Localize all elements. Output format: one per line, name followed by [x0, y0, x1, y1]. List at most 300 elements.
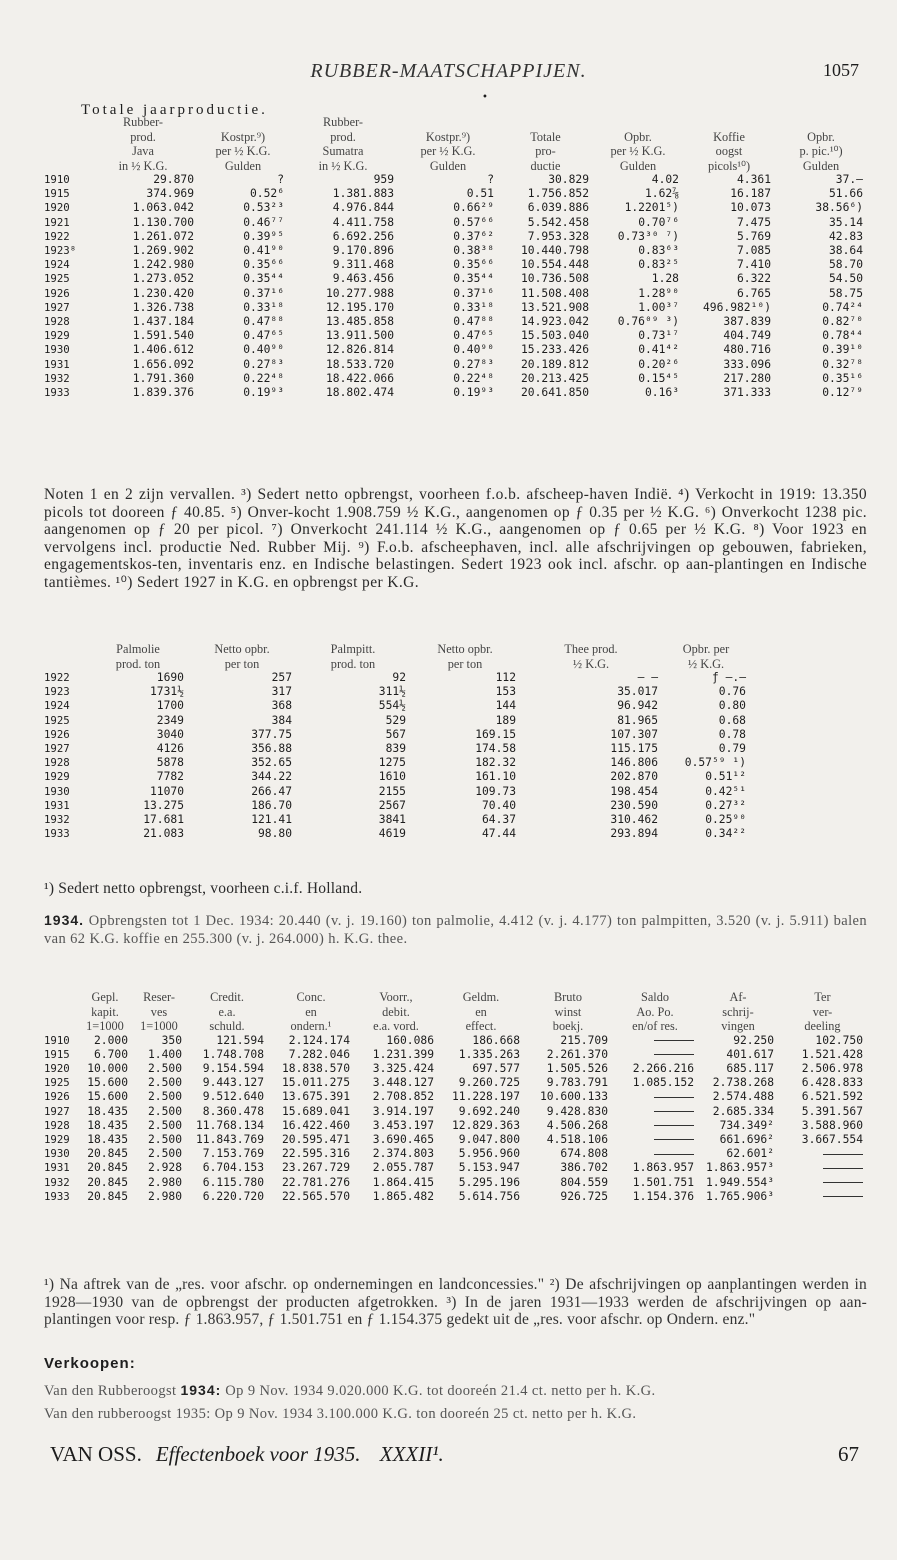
production-row — [44, 343, 867, 357]
production-notes: Noten 1 en 2 zijn vervallen. ³) Sedert netto opbrengst, voorheen f.o.b. afscheep-haven Indië. ⁴) Verkocht in 1919: 13.350 picols tot dooreen ƒ 40.85. ⁵) Onver-kocht 1.908.759 ½ K.G., aangenomen op ƒ 0.35 per ½ K.G. ⁶) Onverkocht 1238 pic. aangenomen op ƒ 20 per picol. ⁷) Onverkocht 241.114 ½ K.G., aangenomen op ƒ 0.65 per ½ K.G. ⁸) Voor 1923 en vervolgens incl. productie Ned. Rubber Mij. ⁹) F.o.b. afscheephaven, incl. alle afschrijvingen op gebouwen, fabrieken, engagementskos-ten, inventaris enz. en Indische belastingen. Sedert 1923 ook incl. afschr. op aan-plantingen en Indische tantièmes. ¹⁰) Sedert 1927 in K.G. en opbrengst per K.G. — [44, 486, 867, 591]
balance-value-cell: 215.709 — [560, 1033, 608, 1047]
palm-value-cell: 1275 — [378, 756, 406, 770]
production-value-cell: 0.70⁷⁶ — [638, 215, 679, 229]
balance-value-cell: 10.000 — [87, 1061, 128, 1075]
balance-notes: ¹) Na aftrek van de „res. voor afschr. op ondernemingen en landconcessies." ²) De afschrijvingen op aanplantingen werden in 1928—1930 van de opbrengst der producten afgetrokken. ³) In de jaren 1931—1933 werden de afschrijvingen op aan-plantingen voor resp. ƒ 1.863.957, ƒ 1.501.751 en ƒ 1.154.375 gedekt uit de „res. voor afschr. op Ondern. enz." — [44, 1276, 867, 1329]
production-value-cell: 6.322 — [736, 272, 771, 286]
production-value-cell: 0.47⁸⁸ — [243, 315, 284, 329]
production-value-cell: 0.33¹⁸ — [453, 300, 494, 314]
balance-value-cell: 1.501.751 — [632, 1175, 694, 1189]
balance-value-cell: 1.863.957 — [632, 1161, 694, 1175]
production-year-cell: 1928 — [44, 315, 70, 329]
balance-value-cell — [612, 1034, 698, 1048]
palm-column-header: Palmolie prod. ton — [115, 642, 161, 671]
balance-value-cell: 2.500 — [147, 1147, 182, 1161]
balance-value-cell: 92.250 — [733, 1033, 774, 1047]
production-value-cell: 1.326.738 — [132, 300, 194, 314]
balance-value-cell: 12.829.363 — [451, 1118, 520, 1132]
balance-value-cell: 11.768.134 — [195, 1118, 264, 1132]
production-value-cell: 0.35⁶⁶ — [453, 258, 494, 272]
production-row — [44, 386, 867, 400]
balance-value-cell — [612, 1147, 698, 1161]
palm-value-cell: 293.894 — [610, 827, 658, 841]
balance-year-cell: 1925 — [44, 1076, 70, 1090]
balance-value-cell: 2.980 — [147, 1175, 182, 1189]
dash-mark — [823, 1154, 863, 1155]
production-value-cell: 1.656.092 — [132, 357, 194, 371]
palm-value-cell: 169.15 — [475, 727, 516, 741]
production-column-header: Kostpr.⁹) per ½ K.G. Gulden — [420, 129, 476, 173]
balance-year-cell: 1928 — [44, 1118, 70, 1132]
production-value-cell: 374.969 — [146, 187, 194, 201]
balance-value-cell: 22.781.276 — [281, 1175, 350, 1189]
balance-value-cell: 3.325.424 — [372, 1061, 434, 1075]
balance-value-cell: 160.086 — [386, 1033, 434, 1047]
production-value-cell: 0.19⁹³ — [453, 386, 494, 400]
production-value-cell: 0.40⁹⁰ — [453, 343, 494, 357]
production-value-cell: 10.736.508 — [520, 272, 589, 286]
production-year-cell: 1924 — [44, 258, 70, 272]
production-year-cell: 1933 — [44, 386, 70, 400]
palm-row — [44, 827, 867, 841]
palm-value-cell: 368 — [271, 699, 292, 713]
production-column-header: Koffie oogst picols¹⁰) — [707, 129, 751, 173]
balance-value-cell: 9.260.725 — [458, 1076, 520, 1090]
production-value-cell: 0.51 — [466, 187, 494, 201]
balance-value-cell: 18.838.570 — [281, 1061, 350, 1075]
production-value-cell: 1.791.360 — [132, 371, 194, 385]
production-row — [44, 287, 867, 301]
production-row — [44, 244, 867, 258]
balance-row — [44, 1147, 867, 1161]
production-value-cell: 7.475 — [736, 215, 771, 229]
palm-value-cell: 5878 — [156, 756, 184, 770]
production-value-cell: 20.641.850 — [520, 386, 589, 400]
production-table-body — [44, 173, 867, 400]
production-value-cell: 37.— — [835, 173, 863, 186]
palm-value-cell: 96.942 — [617, 699, 658, 713]
palm-row — [44, 813, 867, 827]
production-value-cell: 4.976.844 — [332, 201, 394, 215]
balance-year-cell: 1926 — [44, 1090, 70, 1104]
production-row — [44, 230, 867, 244]
palm-year-cell: 1926 — [44, 727, 70, 741]
palm-row — [44, 728, 867, 742]
balance-value-cell: 22.565.570 — [281, 1189, 350, 1203]
balance-row — [44, 1161, 867, 1175]
production-year-cell: 1923⁸ — [44, 244, 77, 258]
production-value-cell: 0.47⁶⁵ — [453, 329, 494, 343]
balance-value-cell: 15.600 — [87, 1090, 128, 1104]
palm-row — [44, 671, 867, 685]
dash-mark — [823, 1182, 863, 1183]
balance-value-cell: 6.700 — [93, 1047, 128, 1061]
production-value-cell: 0.37¹⁶ — [453, 286, 494, 300]
production-year-cell: 1927 — [44, 300, 70, 314]
production-group-label: Totale jaarproductie. — [81, 102, 268, 118]
production-value-cell: 496.982¹⁰) — [702, 300, 771, 314]
production-value-cell: 1.063.042 — [132, 201, 194, 215]
balance-value-cell: 2.266.216 — [632, 1061, 694, 1075]
balance-value-cell: 386.702 — [560, 1161, 608, 1175]
production-value-cell: 1.591.540 — [132, 329, 194, 343]
production-value-cell: 58.70 — [828, 258, 863, 272]
production-value-cell: 10.073 — [730, 201, 771, 215]
production-value-cell: 9.463.456 — [332, 272, 394, 286]
palm-value-cell: 92 — [392, 671, 406, 684]
production-table-header — [44, 115, 867, 173]
palm-value-cell: 311½ — [378, 685, 406, 699]
production-value-cell: 0.32⁷⁸ — [822, 357, 863, 371]
palm-value-cell: 13.275 — [143, 798, 184, 812]
production-row — [44, 216, 867, 230]
balance-value-cell: 1.335.263 — [458, 1047, 520, 1061]
balance-value-cell: 1.765.906³ — [705, 1189, 774, 1203]
dash-mark — [823, 1168, 863, 1169]
production-value-cell: 0.35¹⁶ — [822, 371, 863, 385]
production-value-cell: 0.15⁴⁵ — [638, 371, 679, 385]
palm-value-cell: 161.10 — [475, 770, 516, 784]
balance-value-cell: 1.863.957³ — [705, 1161, 774, 1175]
balance-value-cell: 3.914.197 — [372, 1104, 434, 1118]
palm-value-cell: 0.27³² — [705, 798, 746, 812]
balance-row — [44, 1105, 867, 1119]
production-value-cell: 7.085 — [736, 244, 771, 258]
palm-value-cell: 0.80 — [718, 699, 746, 713]
palm-value-cell: 567 — [385, 727, 406, 741]
palm-column-header: Palmpitt. prod. ton — [330, 642, 376, 671]
production-value-cell: 38.64 — [828, 244, 863, 258]
production-value-cell: 0.35⁴⁴ — [243, 272, 284, 286]
balance-value-cell: 102.750 — [815, 1033, 863, 1047]
production-value-cell: 0.73³⁰ ⁷) — [617, 229, 679, 243]
production-year-cell: 1932 — [44, 371, 70, 385]
balance-value-cell: 9.692.240 — [458, 1104, 520, 1118]
palm-row — [44, 785, 867, 799]
production-value-cell: 959 — [373, 173, 394, 186]
balance-row — [44, 1076, 867, 1090]
balance-value-cell: 1.748.708 — [202, 1047, 264, 1061]
palm-table-footnote: ¹) Sedert netto opbrengst, voorheen c.i.f. Holland. — [44, 880, 363, 897]
palm-year-cell: 1930 — [44, 784, 70, 798]
balance-column-header: Gepl. kapit. 1=1000 — [86, 990, 124, 1033]
production-value-cell: 0.40⁹⁰ — [243, 343, 284, 357]
palm-value-cell: 257 — [271, 671, 292, 684]
balance-value-cell: 2.124.174 — [288, 1033, 350, 1047]
balance-value-cell: 1.521.428 — [801, 1047, 863, 1061]
production-value-cell: 20.189.812 — [520, 357, 589, 371]
palm-value-cell: 356.88 — [251, 742, 292, 756]
balance-year-cell: 1933 — [44, 1189, 70, 1203]
production-year-cell: 1920 — [44, 201, 70, 215]
production-value-cell: 0.27⁸³ — [243, 357, 284, 371]
production-row — [44, 301, 867, 315]
palm-value-cell: 0.68 — [718, 713, 746, 727]
production-value-cell: 14.923.042 — [520, 315, 589, 329]
production-value-cell: 38.56⁶) — [815, 201, 863, 215]
dash-mark — [654, 1125, 694, 1126]
palm-value-cell: 21.083 — [143, 827, 184, 841]
dot-mark: • — [482, 92, 488, 103]
production-value-cell: 7.410 — [736, 258, 771, 272]
production-value-cell: 0.33¹⁸ — [243, 300, 284, 314]
palm-value-cell: 230.590 — [610, 798, 658, 812]
palm-value-cell: 310.462 — [610, 813, 658, 827]
production-value-cell: ? — [277, 173, 284, 186]
balance-value-cell: 3.690.465 — [372, 1132, 434, 1146]
balance-value-cell: 11.228.197 — [451, 1090, 520, 1104]
palm-year-cell: 1931 — [44, 798, 70, 812]
production-value-cell: 7.953.328 — [527, 229, 589, 243]
balance-column-header: Saldo Ao. Po. en/of res. — [632, 990, 678, 1033]
balance-value-cell: 697.577 — [472, 1061, 520, 1075]
production-value-cell: 0.41⁴² — [638, 343, 679, 357]
palm-year-cell: 1925 — [44, 713, 70, 727]
dash-mark — [654, 1040, 694, 1041]
balance-value-cell: 1.400 — [147, 1047, 182, 1061]
dash-mark — [654, 1139, 694, 1140]
production-value-cell: 1.381.883 — [332, 187, 394, 201]
production-value-cell: 10.277.988 — [325, 286, 394, 300]
balance-value-cell: 18.435 — [87, 1132, 128, 1146]
production-value-cell: 333.096 — [723, 357, 771, 371]
balance-value-cell: 16.422.460 — [281, 1118, 350, 1132]
production-value-cell: 0.52⁶ — [249, 187, 284, 201]
balance-value-cell — [778, 1176, 867, 1190]
palm-value-cell: 0.25⁹⁰ — [705, 813, 746, 827]
palm-value-cell: 186.70 — [251, 798, 292, 812]
balance-value-cell: 2.500 — [147, 1061, 182, 1075]
palm-row — [44, 770, 867, 784]
balance-value-cell: 62.601² — [726, 1147, 774, 1161]
production-value-cell: 0.41⁹⁰ — [243, 244, 284, 258]
balance-column-header: Af- schrij- vingen — [721, 990, 755, 1033]
palm-value-cell: 0.57⁵⁹ ¹) — [684, 756, 746, 770]
production-value-cell: 387.839 — [723, 315, 771, 329]
production-value-cell: 0.16³ — [644, 386, 679, 400]
balance-row — [44, 1133, 867, 1147]
balance-value-cell: 2.500 — [147, 1076, 182, 1090]
production-column-header: Opbr. per ½ K.G. Gulden — [610, 129, 666, 173]
palm-value-cell: 4619 — [378, 827, 406, 841]
palm-value-cell: 81.965 — [617, 713, 658, 727]
balance-value-cell: 9.428.830 — [546, 1104, 608, 1118]
year-1934-label: 1934. — [44, 912, 85, 928]
balance-value-cell: 15.600 — [87, 1076, 128, 1090]
palm-table-body — [44, 671, 867, 841]
balance-year-cell: 1920 — [44, 1061, 70, 1075]
production-value-cell: 0.38³⁸ — [453, 244, 494, 258]
production-value-cell: 51.66 — [828, 187, 863, 201]
palm-value-cell: 112 — [495, 671, 516, 684]
production-value-cell: 0.83⁶³ — [638, 244, 679, 258]
palm-value-cell: 189 — [495, 713, 516, 727]
production-value-cell: 20.213.425 — [520, 371, 589, 385]
balance-value-cell: 3.448.127 — [372, 1076, 434, 1090]
balance-value-cell: 20.845 — [87, 1147, 128, 1161]
balance-value-cell: 7.282.046 — [288, 1047, 350, 1061]
production-value-cell: 4.411.758 — [332, 215, 394, 229]
production-value-cell: 13.521.908 — [520, 300, 589, 314]
palm-value-cell: 3841 — [378, 813, 406, 827]
palm-value-cell: 144 — [495, 699, 516, 713]
balance-value-cell — [612, 1133, 698, 1147]
production-row — [44, 315, 867, 329]
palm-value-cell: 121.41 — [251, 813, 292, 827]
sales-1934-paragraph: Van den Rubberoogst 1934: Op 9 Nov. 1934 9.020.000 K.G. tot dooreén 21.4 ct. netto per h. K.G. — [44, 1382, 656, 1399]
production-value-cell: 1.242.980 — [132, 258, 194, 272]
production-value-cell: 18.802.474 — [325, 386, 394, 400]
palm-value-cell: 202.870 — [610, 770, 658, 784]
production-value-cell: 217.280 — [723, 371, 771, 385]
balance-value-cell: 186.668 — [472, 1033, 520, 1047]
production-value-cell: 29.870 — [153, 173, 194, 186]
balance-row — [44, 1034, 867, 1048]
production-value-cell: 9.311.468 — [332, 258, 394, 272]
production-value-cell: 0.19⁹³ — [243, 386, 284, 400]
palm-oil-tea-table — [44, 642, 867, 841]
production-value-cell: 5.769 — [736, 229, 771, 243]
balance-row — [44, 1048, 867, 1062]
balance-value-cell: 13.675.391 — [281, 1090, 350, 1104]
balance-value-cell: 926.725 — [560, 1189, 608, 1203]
balance-year-cell: 1930 — [44, 1147, 70, 1161]
balance-value-cell: 2.500 — [147, 1132, 182, 1146]
palm-value-cell: 352.65 — [251, 756, 292, 770]
production-column-header: Rubber- prod. Java in ½ K.G. — [118, 115, 168, 173]
balance-column-header: Ter ver- deeling — [804, 990, 841, 1033]
palm-column-header: Netto opbr. per ton — [437, 642, 493, 671]
production-value-cell: 0.37⁶² — [453, 229, 494, 243]
production-value-cell: 0.57⁶⁶ — [453, 215, 494, 229]
production-column-header: Kostpr.⁹) per ½ K.G. Gulden — [215, 129, 271, 173]
production-value-cell: 0.82⁷⁰ — [822, 315, 863, 329]
palm-value-cell: 153 — [495, 685, 516, 699]
balance-value-cell: 2.055.787 — [372, 1161, 434, 1175]
palm-value-cell: 98.80 — [257, 827, 292, 841]
production-value-cell: 10.440.798 — [520, 244, 589, 258]
palm-year-cell: 1924 — [44, 699, 70, 713]
page-footer — [50, 1442, 859, 1472]
production-year-cell: 1930 — [44, 343, 70, 357]
production-value-cell: 0.76⁰⁹ ³) — [617, 315, 679, 329]
page-title: RUBBER-MAATSCHAPPIJEN. — [310, 60, 587, 82]
production-value-cell: 12.195.170 — [325, 300, 394, 314]
balance-value-cell: 23.267.729 — [281, 1161, 350, 1175]
palm-value-cell: 554½ — [378, 699, 406, 713]
balance-value-cell: 9.154.594 — [202, 1061, 264, 1075]
production-value-cell: 0.27⁸³ — [453, 357, 494, 371]
production-value-cell: 15.233.426 — [520, 343, 589, 357]
palm-value-cell: 17.681 — [143, 813, 184, 827]
balance-value-cell: 2.500 — [147, 1118, 182, 1132]
balance-value-cell: 2.708.852 — [372, 1090, 434, 1104]
balance-value-cell: 15.011.275 — [281, 1076, 350, 1090]
balance-value-cell: 2.261.370 — [546, 1047, 608, 1061]
production-year-cell: 1915 — [44, 187, 70, 201]
balance-value-cell: 9.047.800 — [458, 1132, 520, 1146]
balance-table-header — [44, 990, 867, 1034]
balance-value-cell: 2.506.978 — [801, 1061, 863, 1075]
palm-value-cell: 0.42⁵¹ — [705, 784, 746, 798]
production-value-cell: 1.839.376 — [132, 386, 194, 400]
production-value-cell: 0.35⁶⁶ — [243, 258, 284, 272]
balance-value-cell: 1.085.152 — [632, 1076, 694, 1090]
balance-value-cell: 4.518.106 — [546, 1132, 608, 1146]
production-column-header: Rubber- prod. Sumatra in ½ K.G. — [318, 115, 368, 173]
palm-value-cell: 198.454 — [610, 784, 658, 798]
balance-value-cell: 1.864.415 — [372, 1175, 434, 1189]
palm-value-cell: 11070 — [149, 784, 184, 798]
production-value-cell: 10.554.448 — [520, 258, 589, 272]
production-value-cell: 1.28⁹⁰ — [638, 286, 679, 300]
balance-value-cell: 18.435 — [87, 1104, 128, 1118]
palm-year-cell: 1929 — [44, 770, 70, 784]
balance-value-cell — [612, 1048, 698, 1062]
production-value-cell: 0.37¹⁶ — [243, 286, 284, 300]
palm-value-cell: 115.175 — [610, 742, 658, 756]
palm-row — [44, 714, 867, 728]
palm-year-cell: 1927 — [44, 742, 70, 756]
production-column-header: Totale pro- ductie — [530, 129, 561, 173]
palm-value-cell: 4126 — [156, 742, 184, 756]
palm-value-cell: — — — [637, 671, 658, 684]
production-value-cell: 16.187 — [730, 187, 771, 201]
dash-mark — [654, 1111, 694, 1112]
palm-year-cell: 1933 — [44, 827, 70, 841]
production-value-cell: 13.485.858 — [325, 315, 394, 329]
balance-value-cell: 2.980 — [147, 1189, 182, 1203]
production-value-cell: 12.826.814 — [325, 343, 394, 357]
palm-value-cell: 3040 — [156, 727, 184, 741]
palm-value-cell: 182.32 — [475, 756, 516, 770]
palm-column-header: Netto opbr. per ton — [214, 642, 270, 671]
palm-value-cell: 7782 — [156, 770, 184, 784]
balance-value-cell: 20.845 — [87, 1161, 128, 1175]
palm-value-cell: 1731½ — [149, 685, 184, 699]
production-value-cell: 15.503.040 — [520, 329, 589, 343]
balance-year-header — [44, 990, 78, 1034]
palm-value-cell: 0.51¹² — [705, 770, 746, 784]
sales-1935-paragraph: Van den rubberoogst 1935: Op 9 Nov. 1934 3.100.000 K.G. ton dooreén 25 ct. netto per h. K.G. — [44, 1405, 637, 1422]
production-year-cell: 1921 — [44, 215, 70, 229]
production-value-cell: 0.83²⁵ — [638, 258, 679, 272]
dash-mark — [654, 1154, 694, 1155]
production-value-cell: 18.422.066 — [325, 371, 394, 385]
production-value-cell: 0.47⁸⁸ — [453, 315, 494, 329]
production-value-cell: 1.00³⁷ — [638, 300, 679, 314]
production-1934-text: Opbrengsten tot 1 Dec. 1934: 20.440 (v. j. 19.160) ton palmolie, 4.412 (v. j. 4.177) ton palmpitten, 3.520 (v. j. 5.911) balen van 62 K.G. koffie en 255.300 (v. j. 264.000) h. K.G. thee. — [44, 913, 867, 947]
balance-table-body — [44, 1034, 867, 1204]
production-year-cell: 1926 — [44, 286, 70, 300]
balance-value-cell: 1.949.554³ — [705, 1175, 774, 1189]
balance-row — [44, 1119, 867, 1133]
balance-value-cell: 1.231.399 — [372, 1047, 434, 1061]
palm-row — [44, 799, 867, 813]
production-value-cell: 30.829 — [548, 173, 589, 186]
balance-value-cell: 9.512.640 — [202, 1090, 264, 1104]
balance-value-cell: 2.928 — [147, 1161, 182, 1175]
balance-value-cell: 2.000 — [93, 1033, 128, 1047]
production-value-cell: 4.02 — [651, 173, 679, 186]
balance-value-cell: 4.506.268 — [546, 1118, 608, 1132]
palm-year-cell: 1922 — [44, 671, 70, 684]
balance-value-cell: 1.865.482 — [372, 1189, 434, 1203]
balance-value-cell: 350 — [161, 1033, 182, 1047]
footer-publisher: VAN OSS. Effectenboek voor 1935. XXXII¹. — [50, 1442, 444, 1466]
balance-value-cell: 1.154.376 — [632, 1189, 694, 1203]
production-value-cell: 1.273.052 — [132, 272, 194, 286]
